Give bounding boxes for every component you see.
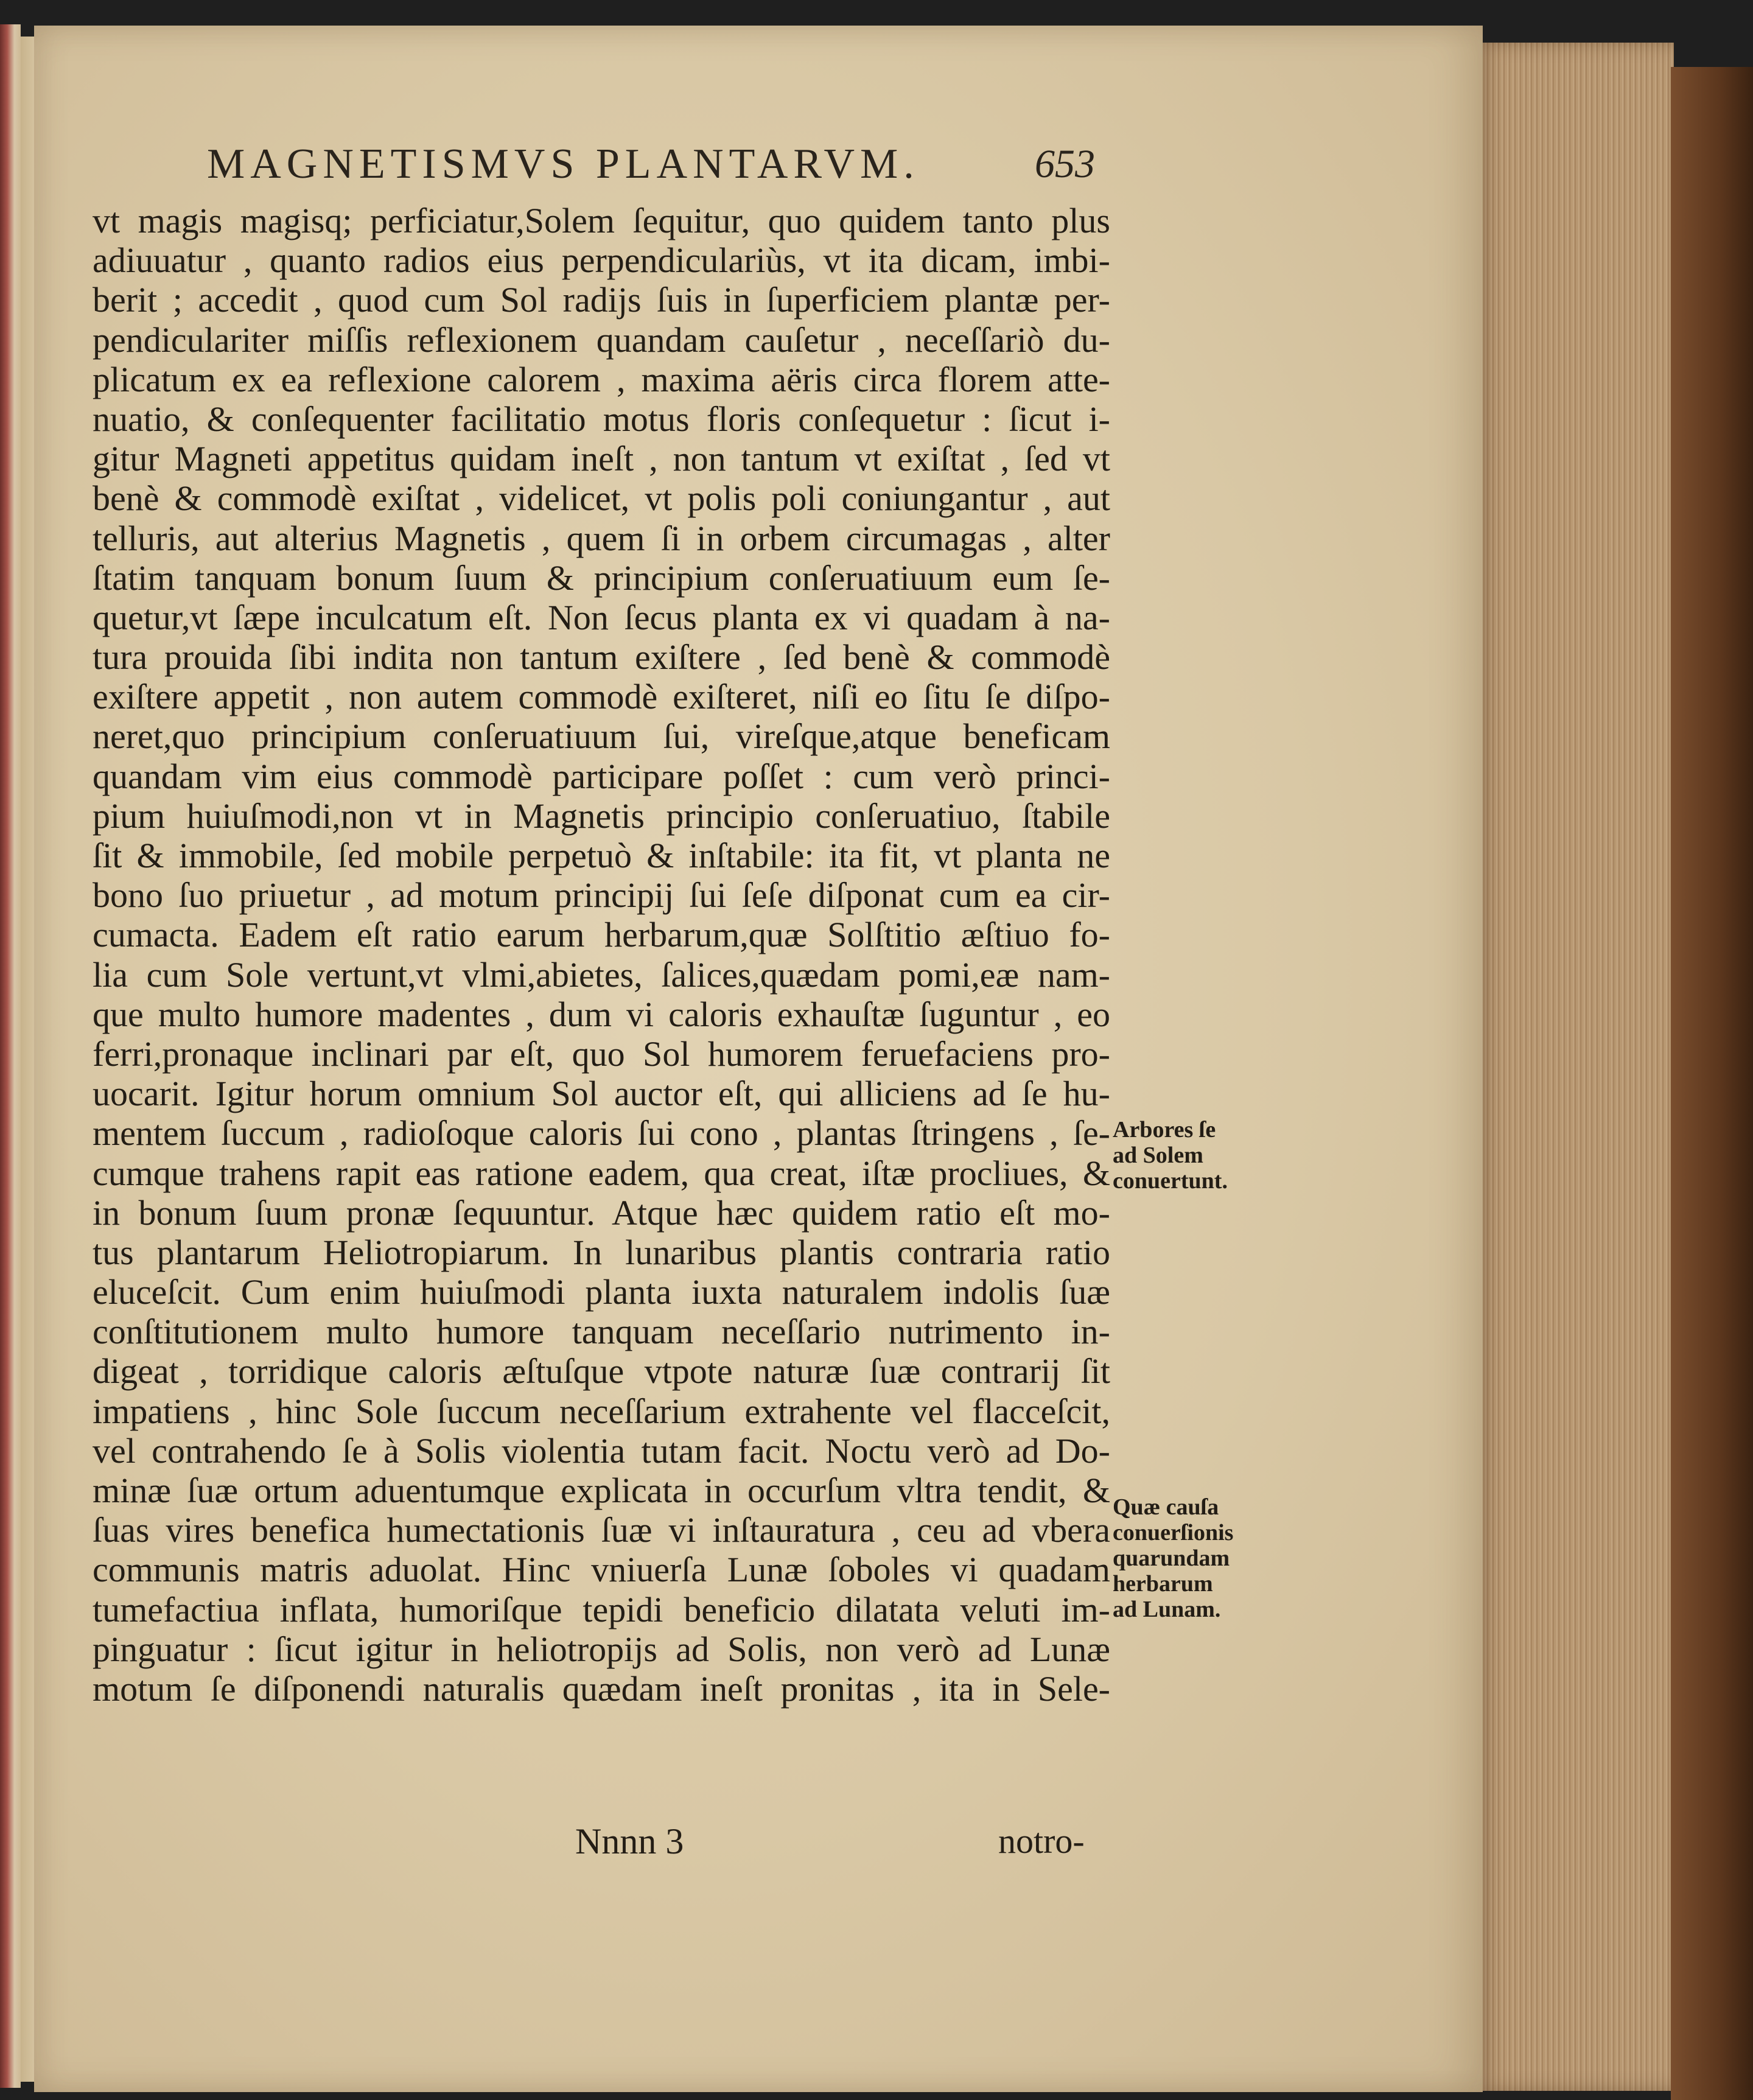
text-line: que multo humore madentes , dum vi caloris exhauſtæ ſuguntur , eo [93, 994, 1110, 1034]
text-line: ferri,pronaque inclinari par eſt, quo Sol humorem feruefaciens pro- [93, 1034, 1110, 1074]
margin-note-quae-causa [1113, 1494, 1271, 1622]
text-line: berit ; accedit , quod cum Sol radijs ſuis in ſuperficiem plantæ per- [93, 280, 1110, 320]
text-line: uocarit. Igitur horum omnium Sol auctor eſt, qui alliciens ad ſe hu- [93, 1074, 1110, 1114]
book-cover-edge [1671, 67, 1753, 2100]
text-line: lia cum Sole vertunt,vt vlmi,abietes, ſalices,quædam pomi,eæ nam- [93, 954, 1110, 995]
text-line: tura prouida ſibi indita non tantum exiſtere , ſed benè & commodè [93, 637, 1110, 677]
text-line: conſtitutionem multo humore tanquam neceſſario nutrimento in- [93, 1312, 1110, 1352]
text-line: cumacta. Eadem eſt ratio earum herbarum,quæ Solſtitio æſtiuo fo- [93, 915, 1110, 955]
catchword: notro- [998, 1821, 1085, 1861]
text-line: pium huiuſmodi,non vt in Magnetis principio conſeruatiuo, ſtabile [93, 796, 1110, 836]
text-line: ſuas vires benefica humectationis ſuæ vi inſtauratura , ceu ad vbera [93, 1510, 1110, 1550]
margin-note-line: conuerſionis [1113, 1520, 1234, 1545]
text-line: neret,quo principium conſeruatiuum ſui, vireſque,atque beneficam [93, 716, 1110, 757]
text-line: vt magis magisq; perficiatur,Solem ſequitur, quo quidem tanto plus [93, 201, 1110, 240]
running-head: MAGNETISMVS PLANTARVM. [207, 141, 920, 187]
text-line: impatiens , hinc Sole ſuccum neceſſarium extrahente vel flacceſcit, [93, 1391, 1110, 1431]
margin-note-line: herbarum [1113, 1571, 1213, 1597]
text-line: eluceſcit. Cum enim huiuſmodi planta iuxta naturalem indolis ſuæ [93, 1272, 1110, 1312]
text-line: gitur Magneti appetitus quidam ineſt , non tantum vt exiſtat , ſed vt [93, 439, 1110, 479]
text-line: motum ſe diſponendi naturalis quædam ineſt pronitas , ita in Sele- [93, 1668, 1110, 1709]
text-line: telluris, aut alterius Magnetis , quem ſi in orbem circumagas , alter [93, 518, 1110, 558]
margin-note-line: Arbores ſe [1113, 1117, 1216, 1143]
text-line: tus plantarum Heliotropiarum. In lunaribus plantis contraria ratio [93, 1232, 1110, 1272]
text-line: exiſtere appetit , non autem commodè exiſteret, niſi eo ſitu ſe diſpo- [93, 677, 1110, 717]
margin-note-line: conuertunt. [1113, 1168, 1228, 1194]
text-line: ſtatim tanquam bonum ſuum & principium conſeruatiuum eum ſe- [93, 558, 1110, 598]
text-line: in bonum ſuum pronæ ſequuntur. Atque hæc quidem ratio eſt mo- [93, 1192, 1110, 1233]
text-line: mentem ſuccum , radioſoque caloris ſui cono , plantas ſtringens , ſe- [93, 1113, 1110, 1153]
page-number: 653 [1035, 142, 1095, 186]
text-line: bono ſuo priuetur , ad motum principij ſui ſeſe diſponat cum ea cir- [93, 875, 1110, 915]
binding-edge [0, 24, 21, 2088]
margin-note-arbores [1113, 1117, 1271, 1194]
text-line: tumefactiua inflata, humoriſque tepidi beneficio dilatata veluti im- [93, 1589, 1110, 1629]
text-line: quetur,vt ſæpe inculcatum eſt. Non ſecus planta ex vi quadam à na- [93, 597, 1110, 637]
text-line: communis matris aduolat. Hinc vniuerſa Lunæ ſoboles vi quadam [93, 1550, 1110, 1590]
margin-note-line: ad Solem [1113, 1143, 1203, 1168]
text-line: pinguatur : ſicut igitur in heliotropijs ad Solis, non verò ad Lunæ [93, 1629, 1110, 1669]
text-line: benè & commodè exiſtat , videlicet, vt polis poli coniungantur , aut [93, 478, 1110, 519]
fore-edge [1473, 43, 1674, 2091]
text-line: cumque trahens rapit eas ratione eadem, qua creat, iſtæ procliues, & [93, 1153, 1110, 1193]
signature-mark: Nnnn 3 [575, 1821, 684, 1861]
text-line: adiuuatur , quanto radios eius perpendiculariùs, vt ita dicam, imbi- [93, 240, 1110, 281]
body-text [93, 201, 1110, 1709]
text-line: ſit & immobile, ſed mobile perpetuò & inſtabile: ita fit, vt planta ne [93, 836, 1110, 875]
margin-note-line: ad Lunam. [1113, 1597, 1221, 1622]
text-line: digeat , torridique caloris æſtuſque vtpote naturæ ſuæ contrarij ſit [93, 1351, 1110, 1391]
text-line: pendiculariter miſſis reflexionem quandam cauſetur , neceſſariò du- [93, 320, 1110, 360]
text-line: quandam vim eius commodè participare poſſet : cum verò princi- [93, 756, 1110, 796]
text-line: minæ ſuæ ortum aduentumque explicata in occurſum vltra tendit, & [93, 1471, 1110, 1510]
text-line: nuatio, & conſequenter facilitatio motus floris conſequetur : ſicut i- [93, 399, 1110, 439]
text-line: plicatum ex ea reflexione calorem , maxima aëris circa florem atte- [93, 359, 1110, 399]
margin-note-line: Quæ cauſa [1113, 1494, 1219, 1520]
margin-note-line: quarundam [1113, 1545, 1230, 1571]
text-line: vel contrahendo ſe à Solis violentia tutam facit. Noctu verò ad Do- [93, 1430, 1110, 1471]
